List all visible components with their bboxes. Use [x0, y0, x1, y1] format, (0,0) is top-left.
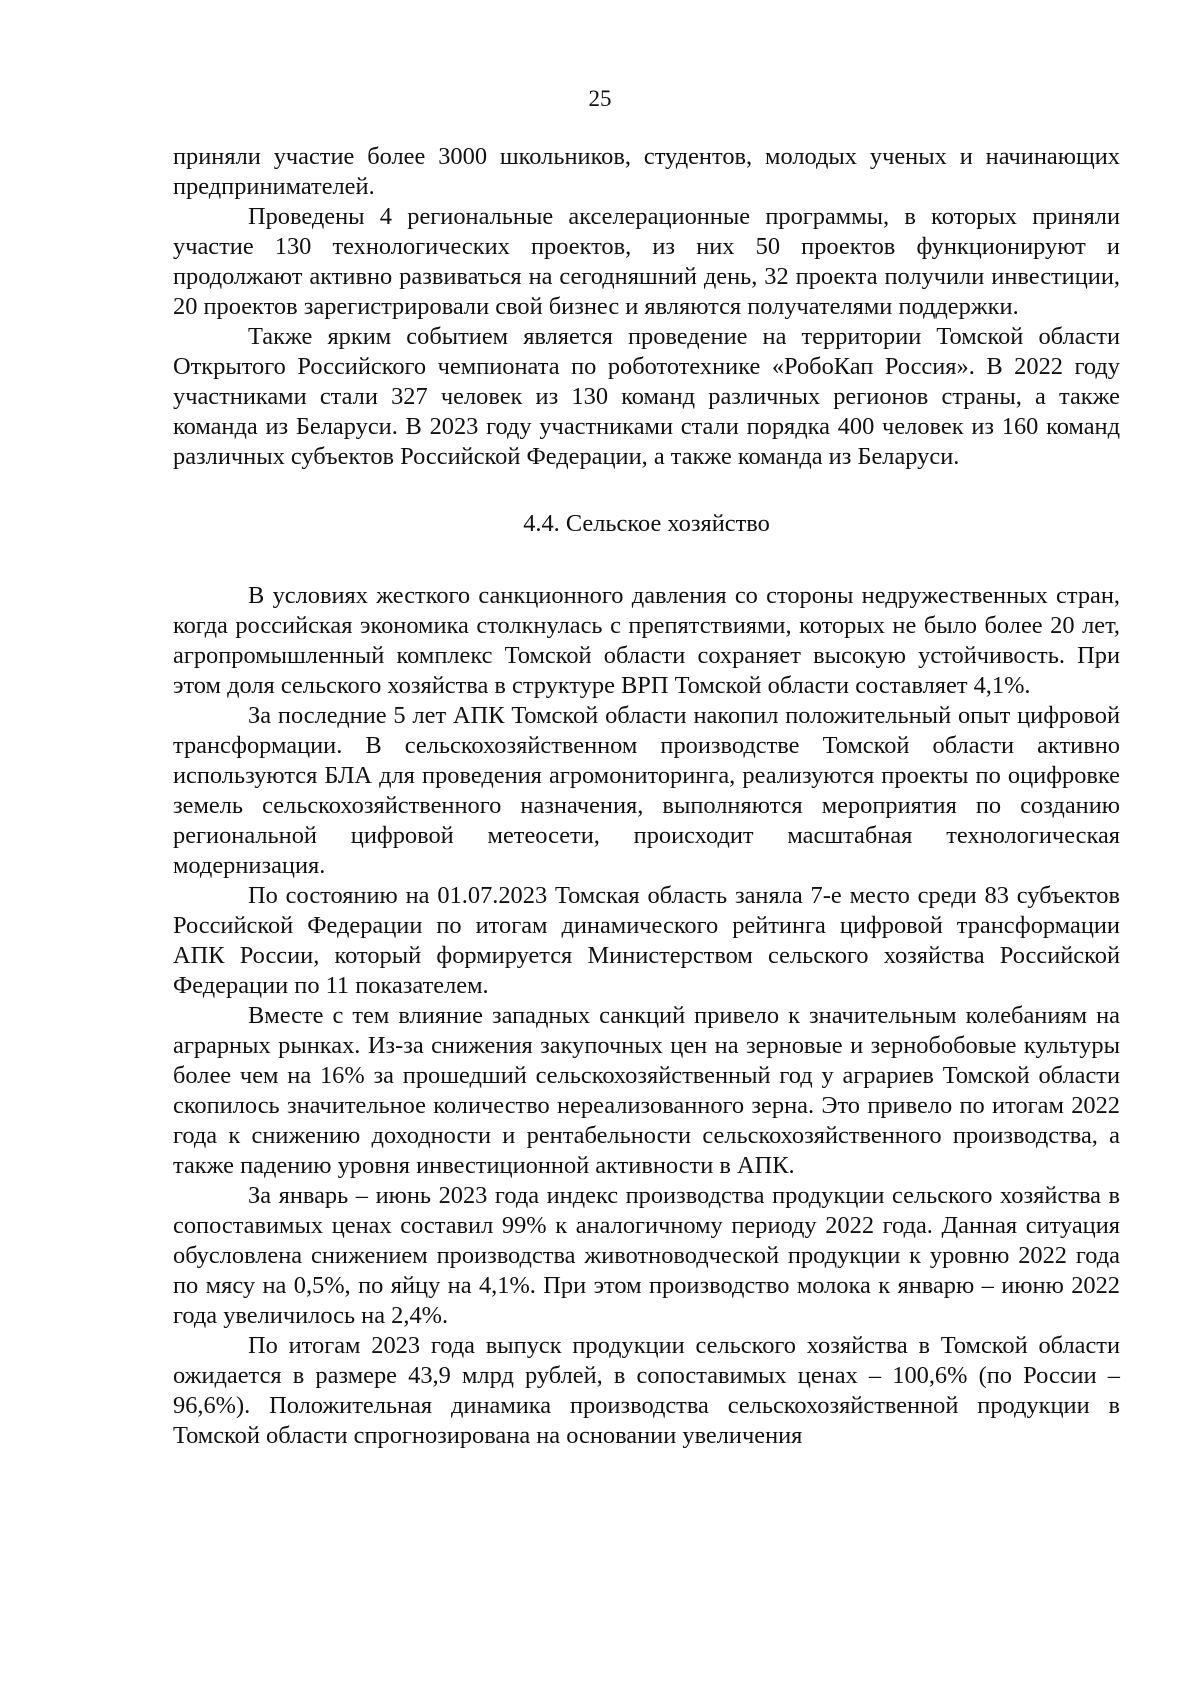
paragraph: Также ярким событием является проведение на территории Томской области Открытого Российского чемпионата по робототехнике «РобоКап Россия». В 2022 году участниками стали 327 человек из 130 команд различных регионов страны, а также команда из Беларуси. В 2023 году участниками стали порядка 400 человек из 160 команд различных субъектов Российской Федерации, а также команда из Беларуси. [173, 323, 1120, 470]
section-heading: 4.4. Сельское хозяйство [523, 510, 770, 537]
paragraph: Проведены 4 региональные акселерационные программы, в которых приняли участие 130 технологических проектов, из них 50 проектов функционируют и продолжают активно развиваться на сегодняшний день, 32 проекта получили инвестиции, 20 проектов зарегистрировали свой бизнес и являются получателями поддержки. [173, 203, 1120, 320]
paragraph: За последние 5 лет АПК Томской области накопил положительный опыт цифровой трансформации. В сельскохозяйственном производстве Томской области активно используются БЛА для проведения агромониторинга, реализуются проекты по оцифровке земель сельскохозяйственного назначения, выполняются мероприятия по созданию региональной цифровой метеосети, происходит масштабная технологическая модернизация. [173, 702, 1120, 879]
paragraph: По состоянию на 01.07.2023 Томская область заняла 7-е место среди 83 субъектов Российской Федерации по итогам динамического рейтинга цифровой трансформации АПК России, который формируется Министерством сельского хозяйства Российской Федерации по 11 показателем. [173, 882, 1120, 999]
paragraph: За январь – июнь 2023 года индекс производства продукции сельского хозяйства в сопоставимых ценах составил 99% к аналогичному периоду 2022 года. Данная ситуация обусловлена снижением производства животноводческой продукции к уровню 2022 года по мясу на 0,5%, по яйцу на 4,1%. При этом производство молока к январю – июню 2022 года увеличилось на 2,4%. [173, 1182, 1120, 1329]
paragraph: приняли участие более 3000 школьников, студентов, молодых ученых и начинающих предпринимателей. [173, 143, 1120, 200]
paragraph: В условиях жесткого санкционного давления со стороны недружественных стран, когда российская экономика столкнулась с препятствиями, которых не было более 20 лет, агропромышленный комплекс Томской области сохраняет высокую устойчивость. При этом доля сельского хозяйства в структуре ВРП Томской области составляет 4,1%. [173, 582, 1120, 699]
paragraph: По итогам 2023 года выпуск продукции сельского хозяйства в Томской области ожидается в размере 43,9 млрд рублей, в сопоставимых ценах – 100,6% (по России – 96,6%). Положительная динамика производства сельскохозяйственной продукции в Томской области спрогнозирована на основании увеличения [173, 1332, 1120, 1449]
paragraph: Вместе с тем влияние западных санкций привело к значительным колебаниям на аграрных рынках. Из-за снижения закупочных цен на зерновые и зернобобовые культуры более чем на 16% за прошедший сельскохозяйственный год у аграриев Томской области скопилось значительное количество нереализованного зерна. Это привело по итогам 2022 года к снижению доходности и рентабельности сельскохозяйственного производства, а также падению уровня инвестиционной активности в АПК. [173, 1002, 1120, 1179]
page-number: 25 [588, 86, 612, 111]
page-body [173, 142, 1120, 1451]
